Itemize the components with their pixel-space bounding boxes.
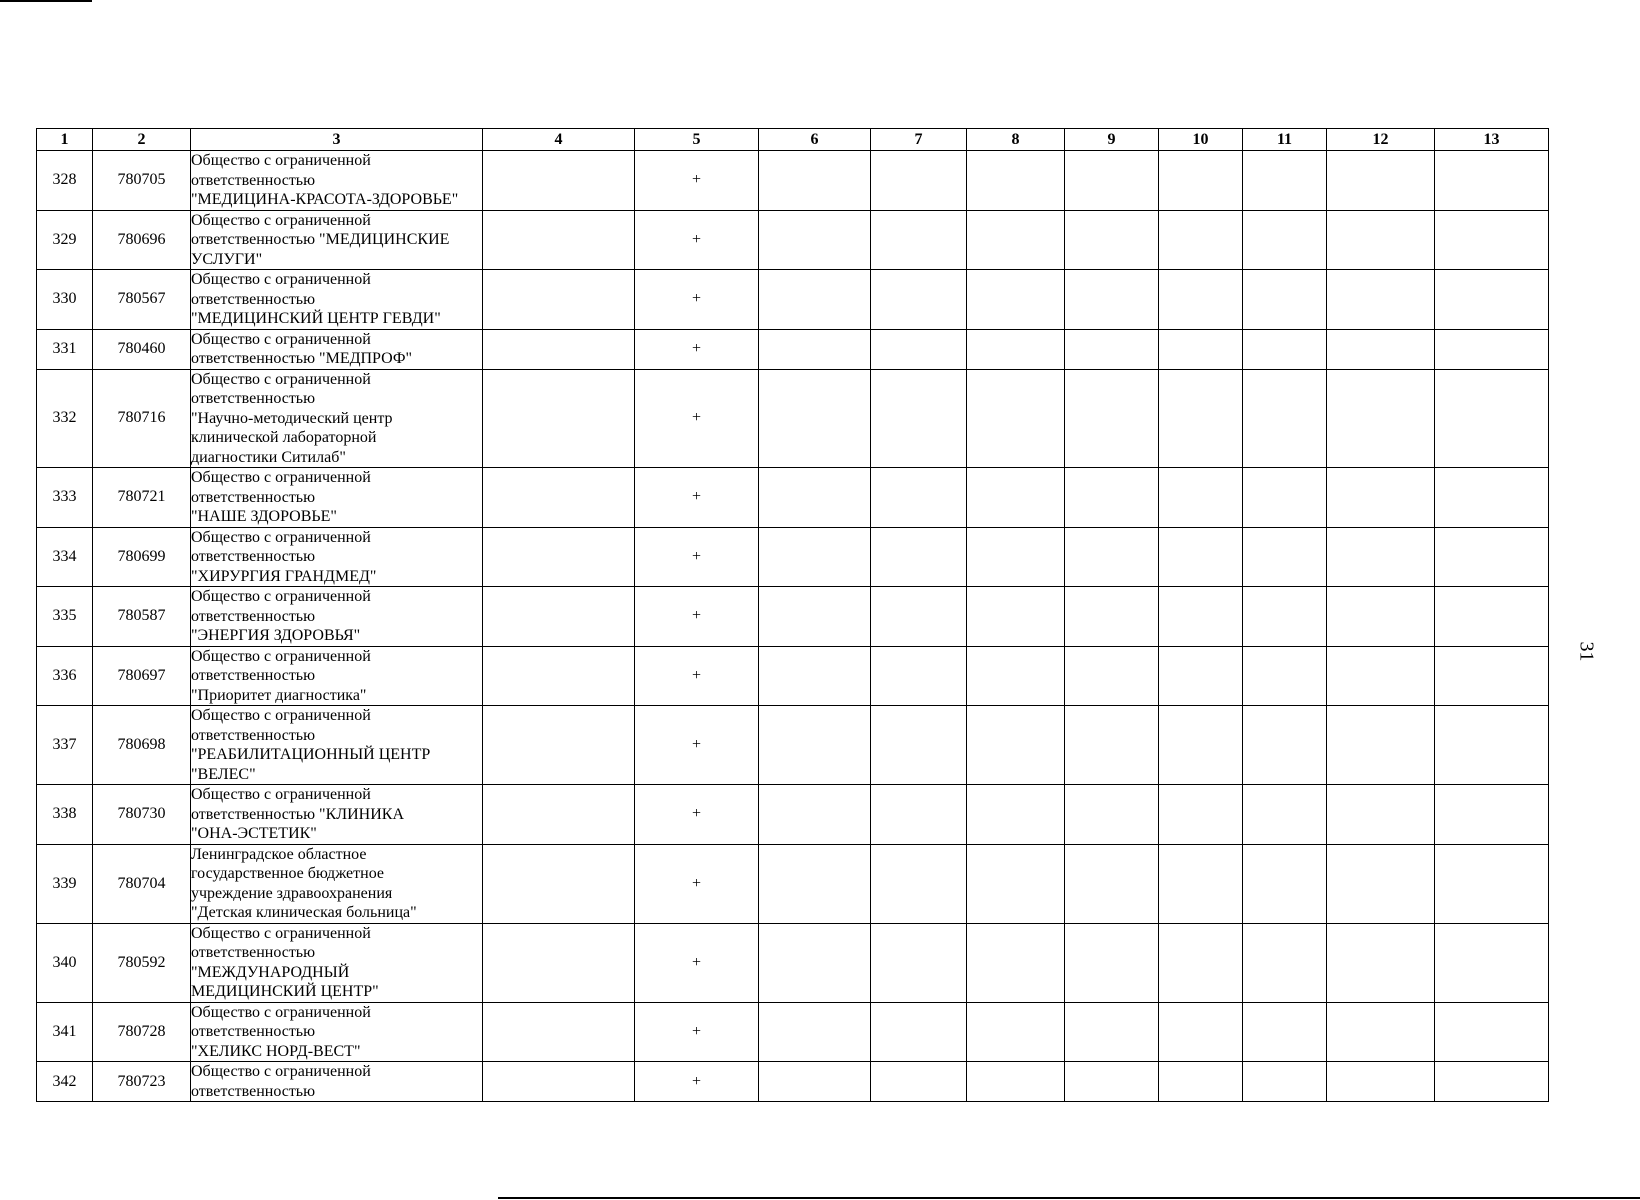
- column-9-cell: [1065, 1002, 1159, 1062]
- column-9-cell: [1065, 527, 1159, 587]
- organization-name-cell: [191, 151, 483, 211]
- column-5-mark-cell: +: [635, 270, 759, 330]
- column-7-cell: [871, 1002, 967, 1062]
- column-9-cell: [1065, 210, 1159, 270]
- row-number-cell: 333: [37, 468, 93, 528]
- column-13-cell: [1435, 527, 1549, 587]
- column-header-2: 2: [93, 129, 191, 151]
- column-11-cell: [1243, 329, 1327, 369]
- column-7-cell: [871, 844, 967, 923]
- table-row: [37, 210, 1549, 270]
- organization-name-line: Общество с ограниченной: [191, 1003, 371, 1021]
- column-6-cell: [759, 151, 871, 211]
- column-11-cell: [1243, 1062, 1327, 1102]
- organization-name-line: ответственностью: [191, 607, 316, 625]
- column-10-cell: [1159, 1002, 1243, 1062]
- organization-name-cell: [191, 785, 483, 845]
- column-12-cell: [1327, 785, 1435, 845]
- column-8-cell: [967, 270, 1065, 330]
- organization-name-line: "МЕДИЦИНСКИЙ ЦЕНТР ГЕВДИ": [191, 310, 441, 327]
- column-13-cell: [1435, 151, 1549, 211]
- registry-code-cell: 780721: [93, 468, 191, 528]
- row-number-cell: 329: [37, 210, 93, 270]
- organization-name-line: МЕДИЦИНСКИЙ ЦЕНТР": [191, 983, 379, 1000]
- row-number-cell: 336: [37, 646, 93, 706]
- organization-name-line: "РЕАБИЛИТАЦИОННЫЙ ЦЕНТР: [191, 746, 431, 763]
- column-10-cell: [1159, 706, 1243, 785]
- column-9-cell: [1065, 587, 1159, 647]
- registry-code-cell: 780705: [93, 151, 191, 211]
- organization-name-line: "ОНА-ЭСТЕТИК": [191, 825, 317, 842]
- organization-name-line: ответственностью: [191, 488, 316, 506]
- column-7-cell: [871, 785, 967, 845]
- column-11-cell: [1243, 706, 1327, 785]
- column-8-cell: [967, 210, 1065, 270]
- organization-name-cell: [191, 527, 483, 587]
- registry-code-cell: 780697: [93, 646, 191, 706]
- table-row: [37, 151, 1549, 211]
- organization-name-line: Общество с ограниченной: [191, 924, 371, 942]
- organization-name-cell: [191, 646, 483, 706]
- header-row: [37, 129, 1549, 151]
- organization-name-line: Общество с ограниченной: [191, 370, 371, 388]
- column-13-cell: [1435, 369, 1549, 468]
- column-8-cell: [967, 527, 1065, 587]
- scan-edge-mark-bottom: [498, 1197, 1640, 1199]
- organization-name-line: "Научно-методический центр: [191, 409, 393, 427]
- column-7-cell: [871, 151, 967, 211]
- column-8-cell: [967, 468, 1065, 528]
- column-10-cell: [1159, 468, 1243, 528]
- organization-name-line: Ленинградское областное: [191, 845, 367, 863]
- column-5-mark-cell: +: [635, 151, 759, 211]
- table-row: [37, 270, 1549, 330]
- column-6-cell: [759, 923, 871, 1002]
- table-row: [37, 785, 1549, 845]
- registry-code-cell: 780698: [93, 706, 191, 785]
- column-12-cell: [1327, 151, 1435, 211]
- column-12-cell: [1327, 468, 1435, 528]
- organization-name-line: Общество с ограниченной: [191, 707, 371, 724]
- column-7-cell: [871, 468, 967, 528]
- organization-name-line: Общество с ограниченной: [191, 588, 371, 605]
- table-row: [37, 1002, 1549, 1062]
- column-4-cell: [483, 270, 635, 330]
- column-9-cell: [1065, 329, 1159, 369]
- column-13-cell: [1435, 646, 1549, 706]
- column-9-cell: [1065, 151, 1159, 211]
- column-13-cell: [1435, 1062, 1549, 1102]
- column-4-cell: [483, 706, 635, 785]
- organization-name-line: Общество с ограниченной: [191, 330, 371, 348]
- column-9-cell: [1065, 468, 1159, 528]
- registry-code-cell: 780723: [93, 1062, 191, 1102]
- column-6-cell: [759, 706, 871, 785]
- column-5-mark-cell: +: [635, 468, 759, 528]
- row-number-cell: 328: [37, 151, 93, 211]
- column-12-cell: [1327, 844, 1435, 923]
- column-4-cell: [483, 210, 635, 270]
- organization-name-cell: [191, 270, 483, 330]
- registry-code-cell: 780716: [93, 369, 191, 468]
- column-10-cell: [1159, 785, 1243, 845]
- column-13-cell: [1435, 468, 1549, 528]
- column-header-7: 7: [871, 129, 967, 151]
- registry-code-cell: 780699: [93, 527, 191, 587]
- column-11-cell: [1243, 785, 1327, 845]
- organization-name-line: Общество с ограниченной: [191, 271, 371, 288]
- column-13-cell: [1435, 785, 1549, 845]
- column-5-mark-cell: +: [635, 1062, 759, 1102]
- row-number-cell: 335: [37, 587, 93, 647]
- column-4-cell: [483, 646, 635, 706]
- column-8-cell: [967, 646, 1065, 706]
- table-row: [37, 329, 1549, 369]
- column-6-cell: [759, 646, 871, 706]
- column-4-cell: [483, 844, 635, 923]
- organization-name-line: ответственностью: [191, 667, 316, 684]
- column-7-cell: [871, 923, 967, 1002]
- column-10-cell: [1159, 329, 1243, 369]
- column-header-1: 1: [37, 129, 93, 151]
- column-8-cell: [967, 1002, 1065, 1062]
- organization-name-cell: [191, 329, 483, 369]
- column-13-cell: [1435, 270, 1549, 330]
- column-9-cell: [1065, 369, 1159, 468]
- column-5-mark-cell: +: [635, 1002, 759, 1062]
- column-5-mark-cell: +: [635, 646, 759, 706]
- column-6-cell: [759, 329, 871, 369]
- organization-name-line: "Приоритет диагностика": [191, 686, 367, 704]
- column-11-cell: [1243, 210, 1327, 270]
- registry-code-cell: 780460: [93, 329, 191, 369]
- column-8-cell: [967, 369, 1065, 468]
- column-5-mark-cell: +: [635, 329, 759, 369]
- table-row: [37, 844, 1549, 923]
- registry-code-cell: 780728: [93, 1002, 191, 1062]
- column-9-cell: [1065, 270, 1159, 330]
- organization-name-cell: [191, 468, 483, 528]
- column-11-cell: [1243, 1002, 1327, 1062]
- column-12-cell: [1327, 210, 1435, 270]
- column-12-cell: [1327, 329, 1435, 369]
- column-7-cell: [871, 1062, 967, 1102]
- organization-name-line: "ВЕЛЕС": [191, 765, 256, 783]
- column-4-cell: [483, 527, 635, 587]
- column-8-cell: [967, 706, 1065, 785]
- row-number-cell: 334: [37, 527, 93, 587]
- row-number-cell: 330: [37, 270, 93, 330]
- column-9-cell: [1065, 706, 1159, 785]
- organization-name-line: клинической лабораторной: [191, 429, 377, 446]
- column-9-cell: [1065, 1062, 1159, 1102]
- column-11-cell: [1243, 468, 1327, 528]
- column-10-cell: [1159, 923, 1243, 1002]
- column-6-cell: [759, 1062, 871, 1102]
- column-12-cell: [1327, 1062, 1435, 1102]
- column-5-mark-cell: +: [635, 210, 759, 270]
- column-7-cell: [871, 329, 967, 369]
- column-12-cell: [1327, 706, 1435, 785]
- column-11-cell: [1243, 844, 1327, 923]
- column-11-cell: [1243, 270, 1327, 330]
- column-9-cell: [1065, 923, 1159, 1002]
- registry-code-cell: 780592: [93, 923, 191, 1002]
- column-11-cell: [1243, 527, 1327, 587]
- column-4-cell: [483, 923, 635, 1002]
- column-header-5: 5: [635, 129, 759, 151]
- row-number-cell: 332: [37, 369, 93, 468]
- column-header-8: 8: [967, 129, 1065, 151]
- column-12-cell: [1327, 369, 1435, 468]
- column-header-12: 12: [1327, 129, 1435, 151]
- column-4-cell: [483, 329, 635, 369]
- column-8-cell: [967, 785, 1065, 845]
- column-6-cell: [759, 1002, 871, 1062]
- column-12-cell: [1327, 1002, 1435, 1062]
- organization-name-line: ответственностью: [191, 171, 316, 189]
- organization-name-line: "ХЕЛИКС НОРД-ВЕСТ": [191, 1042, 361, 1060]
- organization-name-line: УСЛУГИ": [191, 250, 263, 268]
- organization-name-cell: [191, 210, 483, 270]
- row-number-cell: 341: [37, 1002, 93, 1062]
- column-13-cell: [1435, 587, 1549, 647]
- organization-name-line: "ЭНЕРГИЯ ЗДОРОВЬЯ": [191, 627, 361, 644]
- column-12-cell: [1327, 527, 1435, 587]
- column-12-cell: [1327, 646, 1435, 706]
- column-10-cell: [1159, 646, 1243, 706]
- column-13-cell: [1435, 1002, 1549, 1062]
- organization-name-line: ответственностью: [191, 1082, 316, 1100]
- organization-name-line: диагностики Ситилаб": [191, 448, 346, 466]
- organization-name-line: ответственностью: [191, 548, 316, 565]
- column-7-cell: [871, 706, 967, 785]
- column-7-cell: [871, 369, 967, 468]
- organization-name-line: ответственностью: [191, 726, 316, 744]
- column-4-cell: [483, 785, 635, 845]
- column-6-cell: [759, 527, 871, 587]
- column-4-cell: [483, 369, 635, 468]
- column-header-9: 9: [1065, 129, 1159, 151]
- column-header-13: 13: [1435, 129, 1549, 151]
- row-number-cell: 342: [37, 1062, 93, 1102]
- column-8-cell: [967, 587, 1065, 647]
- organization-name-line: Общество с ограниченной: [191, 469, 371, 486]
- column-7-cell: [871, 646, 967, 706]
- organization-name-line: ответственностью: [191, 1023, 316, 1040]
- table-row: [37, 706, 1549, 785]
- column-7-cell: [871, 210, 967, 270]
- organization-name-cell: [191, 923, 483, 1002]
- organization-name-line: Общество с ограниченной: [191, 647, 371, 665]
- organization-name-line: Общество с ограниченной: [191, 528, 371, 546]
- organization-name-cell: [191, 587, 483, 647]
- column-6-cell: [759, 587, 871, 647]
- column-9-cell: [1065, 844, 1159, 923]
- organization-name-line: Общество с ограниченной: [191, 1063, 371, 1080]
- column-12-cell: [1327, 923, 1435, 1002]
- column-13-cell: [1435, 210, 1549, 270]
- organization-name-line: Общество с ограниченной: [191, 786, 371, 803]
- column-10-cell: [1159, 270, 1243, 330]
- column-13-cell: [1435, 923, 1549, 1002]
- column-6-cell: [759, 468, 871, 528]
- column-12-cell: [1327, 270, 1435, 330]
- column-8-cell: [967, 329, 1065, 369]
- column-9-cell: [1065, 646, 1159, 706]
- column-10-cell: [1159, 844, 1243, 923]
- column-12-cell: [1327, 587, 1435, 647]
- column-4-cell: [483, 1062, 635, 1102]
- row-number-cell: 337: [37, 706, 93, 785]
- table-row: [37, 468, 1549, 528]
- organization-name-line: ответственностью: [191, 290, 316, 308]
- registry-code-cell: 780704: [93, 844, 191, 923]
- column-13-cell: [1435, 329, 1549, 369]
- column-11-cell: [1243, 587, 1327, 647]
- column-11-cell: [1243, 151, 1327, 211]
- registry-code-cell: 780567: [93, 270, 191, 330]
- row-number-cell: 331: [37, 329, 93, 369]
- column-10-cell: [1159, 1062, 1243, 1102]
- organization-name-line: ответственностью: [191, 944, 316, 961]
- table-row: [37, 1062, 1549, 1102]
- organization-name-line: государственное бюджетное: [191, 865, 384, 882]
- column-5-mark-cell: +: [635, 706, 759, 785]
- column-13-cell: [1435, 706, 1549, 785]
- organization-name-line: учреждение здравоохранения: [191, 884, 393, 902]
- column-8-cell: [967, 151, 1065, 211]
- column-4-cell: [483, 468, 635, 528]
- column-header-4: 4: [483, 129, 635, 151]
- column-10-cell: [1159, 527, 1243, 587]
- organization-name-line: ответственностью "МЕДИЦИНСКИЕ: [191, 231, 450, 248]
- table-row: [37, 527, 1549, 587]
- organization-name-cell: [191, 844, 483, 923]
- column-8-cell: [967, 923, 1065, 1002]
- column-6-cell: [759, 844, 871, 923]
- organization-name-cell: [191, 706, 483, 785]
- column-header-11: 11: [1243, 129, 1327, 151]
- organization-name-line: ответственностью: [191, 390, 316, 407]
- column-header-3: 3: [191, 129, 483, 151]
- column-8-cell: [967, 844, 1065, 923]
- column-10-cell: [1159, 151, 1243, 211]
- organization-name-cell: [191, 1062, 483, 1102]
- column-10-cell: [1159, 210, 1243, 270]
- column-8-cell: [967, 1062, 1065, 1102]
- table-row: [37, 369, 1549, 468]
- column-5-mark-cell: +: [635, 785, 759, 845]
- register-table: [36, 128, 1549, 1102]
- column-5-mark-cell: +: [635, 844, 759, 923]
- column-7-cell: [871, 270, 967, 330]
- organization-name-line: ответственностью "МЕДПРОФ": [191, 350, 413, 367]
- column-5-mark-cell: +: [635, 923, 759, 1002]
- column-5-mark-cell: +: [635, 369, 759, 468]
- organization-name-line: Общество с ограниченной: [191, 211, 371, 229]
- column-13-cell: [1435, 844, 1549, 923]
- table-row: [37, 587, 1549, 647]
- scan-edge-mark-top: [0, 0, 92, 2]
- row-number-cell: 338: [37, 785, 93, 845]
- registry-code-cell: 780587: [93, 587, 191, 647]
- column-6-cell: [759, 270, 871, 330]
- column-4-cell: [483, 151, 635, 211]
- table-body: [37, 151, 1549, 1102]
- organization-name-line: ответственностью "КЛИНИКА: [191, 805, 404, 823]
- organization-name-line: "МЕЖДУНАРОДНЫЙ: [191, 963, 350, 981]
- column-6-cell: [759, 210, 871, 270]
- column-header-10: 10: [1159, 129, 1243, 151]
- row-number-cell: 340: [37, 923, 93, 1002]
- column-6-cell: [759, 785, 871, 845]
- column-7-cell: [871, 587, 967, 647]
- organization-name-cell: [191, 369, 483, 468]
- column-9-cell: [1065, 785, 1159, 845]
- organization-name-line: Общество с ограниченной: [191, 152, 371, 169]
- column-5-mark-cell: +: [635, 527, 759, 587]
- column-11-cell: [1243, 646, 1327, 706]
- organization-name-line: "МЕДИЦИНА-КРАСОТА-ЗДОРОВЬЕ": [191, 191, 459, 208]
- column-11-cell: [1243, 369, 1327, 468]
- organization-name-line: "ХИРУРГИЯ ГРАНДМЕД": [191, 567, 377, 585]
- column-10-cell: [1159, 369, 1243, 468]
- organization-name-cell: [191, 1002, 483, 1062]
- column-header-6: 6: [759, 129, 871, 151]
- column-11-cell: [1243, 923, 1327, 1002]
- registry-code-cell: 780730: [93, 785, 191, 845]
- column-6-cell: [759, 369, 871, 468]
- column-7-cell: [871, 527, 967, 587]
- organization-name-line: "НАШЕ ЗДОРОВЬЕ": [191, 508, 337, 525]
- column-4-cell: [483, 1002, 635, 1062]
- table-row: [37, 923, 1549, 1002]
- column-5-mark-cell: +: [635, 587, 759, 647]
- column-4-cell: [483, 587, 635, 647]
- table-row: [37, 646, 1549, 706]
- organization-name-line: "Детская клиническая больница": [191, 904, 417, 921]
- column-10-cell: [1159, 587, 1243, 647]
- row-number-cell: 339: [37, 844, 93, 923]
- page-number: 31: [1575, 641, 1598, 662]
- registry-code-cell: 780696: [93, 210, 191, 270]
